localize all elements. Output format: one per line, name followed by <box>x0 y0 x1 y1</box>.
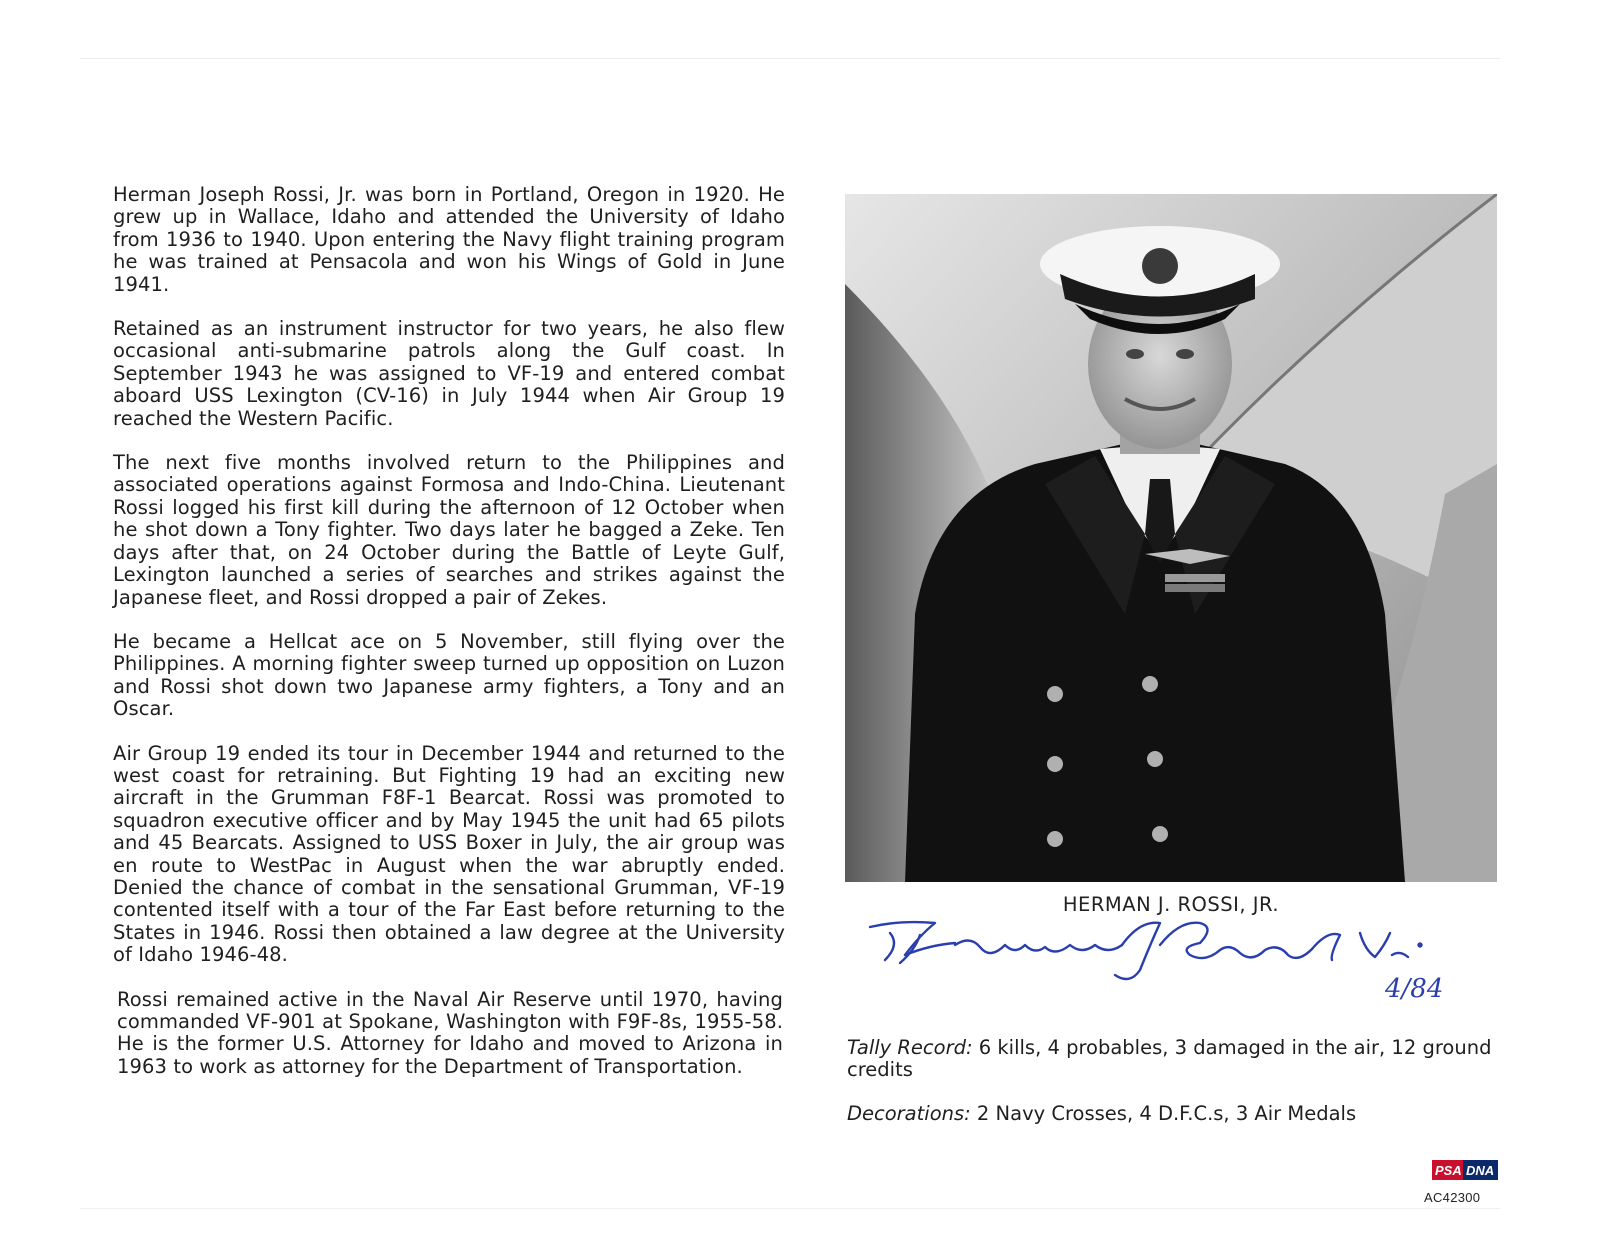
certificate-number: AC42300 <box>1424 1190 1481 1205</box>
psa-dna-logo-mark <box>1432 1160 1498 1180</box>
decorations-label: Decorations: <box>847 1102 971 1125</box>
bottom-rule <box>80 1208 1500 1209</box>
portrait-illustration <box>845 194 1497 882</box>
bio-paragraph-2: Retained as an instrument instructor for two years, he also flew occasional anti-submarine patrols along the Gulf coast. In September 1943 he was assigned to VF-19 and entered combat aboard USS Lexington (CV-16) in July 1944 when Air Group 19 reached the Western Pacific. <box>113 317 785 430</box>
autograph-signature <box>860 915 1500 1010</box>
decorations-text: 2 Navy Crosses, 4 D.F.C.s, 3 Air Medals <box>976 1102 1357 1125</box>
top-rule <box>80 58 1500 59</box>
bio-paragraph-4: He became a Hellcat ace on 5 November, still flying over the Philippines. A morning fighter sweep turned up opposition on Luzon and Rossi shot down two Japanese army fighters, a Tony and an Oscar. <box>113 629 785 721</box>
tally-record <box>847 1037 1507 1081</box>
bio-paragraph-6: Rossi remained active in the Naval Air Reserve until 1970, having commanded VF-901 at Spokane, Washington with F9F-8s, 1955-58. He is the former U.S. Attorney for Idaho and moved to Arizona in 1963 to work as attorney for the Department of Transportation. <box>117 987 783 1078</box>
svg-text:PSA: PSA <box>1435 1163 1462 1178</box>
tally-text: 6 kills, 4 probables, 3 damaged in the air, 12 ground credits <box>847 1036 1492 1081</box>
tally-label: Tally Record: <box>847 1036 973 1059</box>
svg-text:DNA: DNA <box>1466 1163 1495 1178</box>
signature-ink <box>860 915 1500 1010</box>
photo-caption: HERMAN J. ROSSI, JR. <box>1062 893 1280 916</box>
bio-paragraph-5: Air Group 19 ended its tour in December 1944 and returned to the west coast for retraining. But Fighting 19 had an exciting new aircraft in the Grumman F8F-1 Bearcat. Rossi was promoted to squadron executive officer and by May 1945 the unit had 65 pilots and 45 Bearcats. Assigned to USS Boxer in July, the air group was en route to WestPac in August when the war abruptly ended. Denied the chance of combat in the sensational Grumman, VF-19 contented itself with a tour of the Far East before returning to the States in 1946. Rossi then obtained a law degree at the University of Idaho 1946-48. <box>113 741 785 967</box>
bio-paragraph-1: Herman Joseph Rossi, Jr. was born in Portland, Oregon in 1920. He grew up in Wallace, Idaho and attended the University of Idaho from 1936 to 1940. Upon entering the Navy flight training program he was trained at Pensacola and won his Wings of Gold in June 1941. <box>113 183 785 296</box>
signature-date: 4/84 <box>1385 974 1444 1004</box>
portrait-photo <box>845 194 1497 882</box>
bio-paragraph-3: The next five months involved return to the Philippines and associated operations against Formosa and Indo-China. Lieutenant Rossi logged his first kill during the afternoon of 12 October when he shot down a Tony fighter. Two days later he bagged a Zeke. Ten days after that, on 24 October during the Battle of Leyte Gulf, Lexington launched a series of searches and strikes against the Japanese fleet, and Rossi dropped a pair of Zekes. <box>113 451 785 609</box>
decorations-record <box>847 1103 1507 1125</box>
psa-dna-logo <box>1432 1160 1498 1180</box>
biography-column <box>113 184 785 1100</box>
